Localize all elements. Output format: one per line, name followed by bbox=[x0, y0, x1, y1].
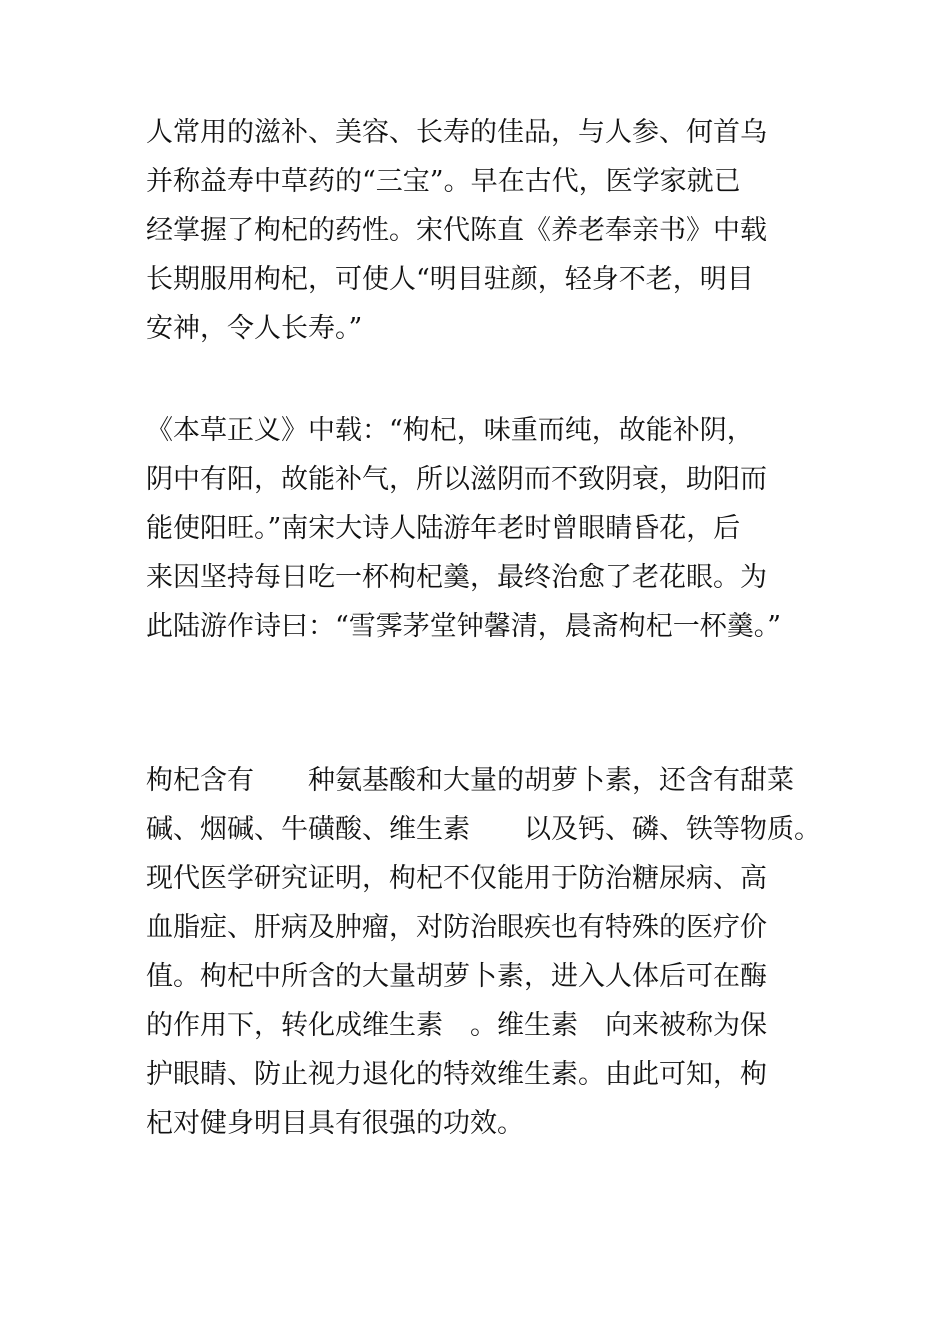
text-line: 来因坚持每日吃一杯枸杞羹，最终治愈了老花眼。为 bbox=[146, 562, 767, 593]
text-line: 安神，令人长寿。” bbox=[146, 313, 363, 344]
text-line: 碱、烟碱、牛磺酸、维生素 以及钙、磷、铁等物质。 bbox=[146, 814, 821, 845]
paragraph-goji-nutrients bbox=[146, 756, 846, 1148]
text-line: 长期服用枸杞，可使人“明目驻颜，轻身不老，明目 bbox=[146, 264, 754, 295]
text-line: 血脂症、肝病及肿瘤，对防治眼疾也有特殊的医疗价 bbox=[146, 912, 767, 943]
text-line: 现代医学研究证明，枸杞不仅能用于防治糖尿病、高 bbox=[146, 863, 767, 894]
text-line: 护眼睛、防止视力退化的特效维生素。由此可知，枸 bbox=[146, 1059, 767, 1090]
text-line: 枸杞含有 种氨基酸和大量的胡萝卜素，还含有甜菜 bbox=[146, 765, 794, 796]
paragraph-bencao-zhengyi bbox=[146, 406, 846, 651]
text-line: 人常用的滋补、美容、长寿的佳品，与人参、何首乌 bbox=[146, 117, 767, 148]
text-line: 经掌握了枸杞的药性。宋代陈直《养老奉亲书》中载 bbox=[146, 215, 767, 246]
paragraph-goji-tonic bbox=[146, 108, 846, 353]
text-line: 此陆游作诗曰：“雪霁茅堂钟馨清，晨斋枸杞一杯羹。” bbox=[146, 611, 782, 642]
text-line: 《本草正义》中载：“枸杞，味重而纯，故能补阴， bbox=[146, 415, 754, 446]
text-line: 能使阳旺。”南宋大诗人陆游年老时曾眼睛昏花，后 bbox=[146, 513, 741, 544]
text-line: 值。枸杞中所含的大量胡萝卜素，进入人体后可在酶 bbox=[146, 961, 767, 992]
text-line: 并称益寿中草药的“三宝”。早在古代，医学家就已 bbox=[146, 166, 741, 197]
text-line: 的作用下，转化成维生素 。维生素 向来被称为保 bbox=[146, 1010, 767, 1041]
text-line: 杞对健身明目具有很强的功效。 bbox=[146, 1108, 524, 1139]
text-line: 阴中有阳，故能补气，所以滋阴而不致阴衰，助阳而 bbox=[146, 464, 767, 495]
